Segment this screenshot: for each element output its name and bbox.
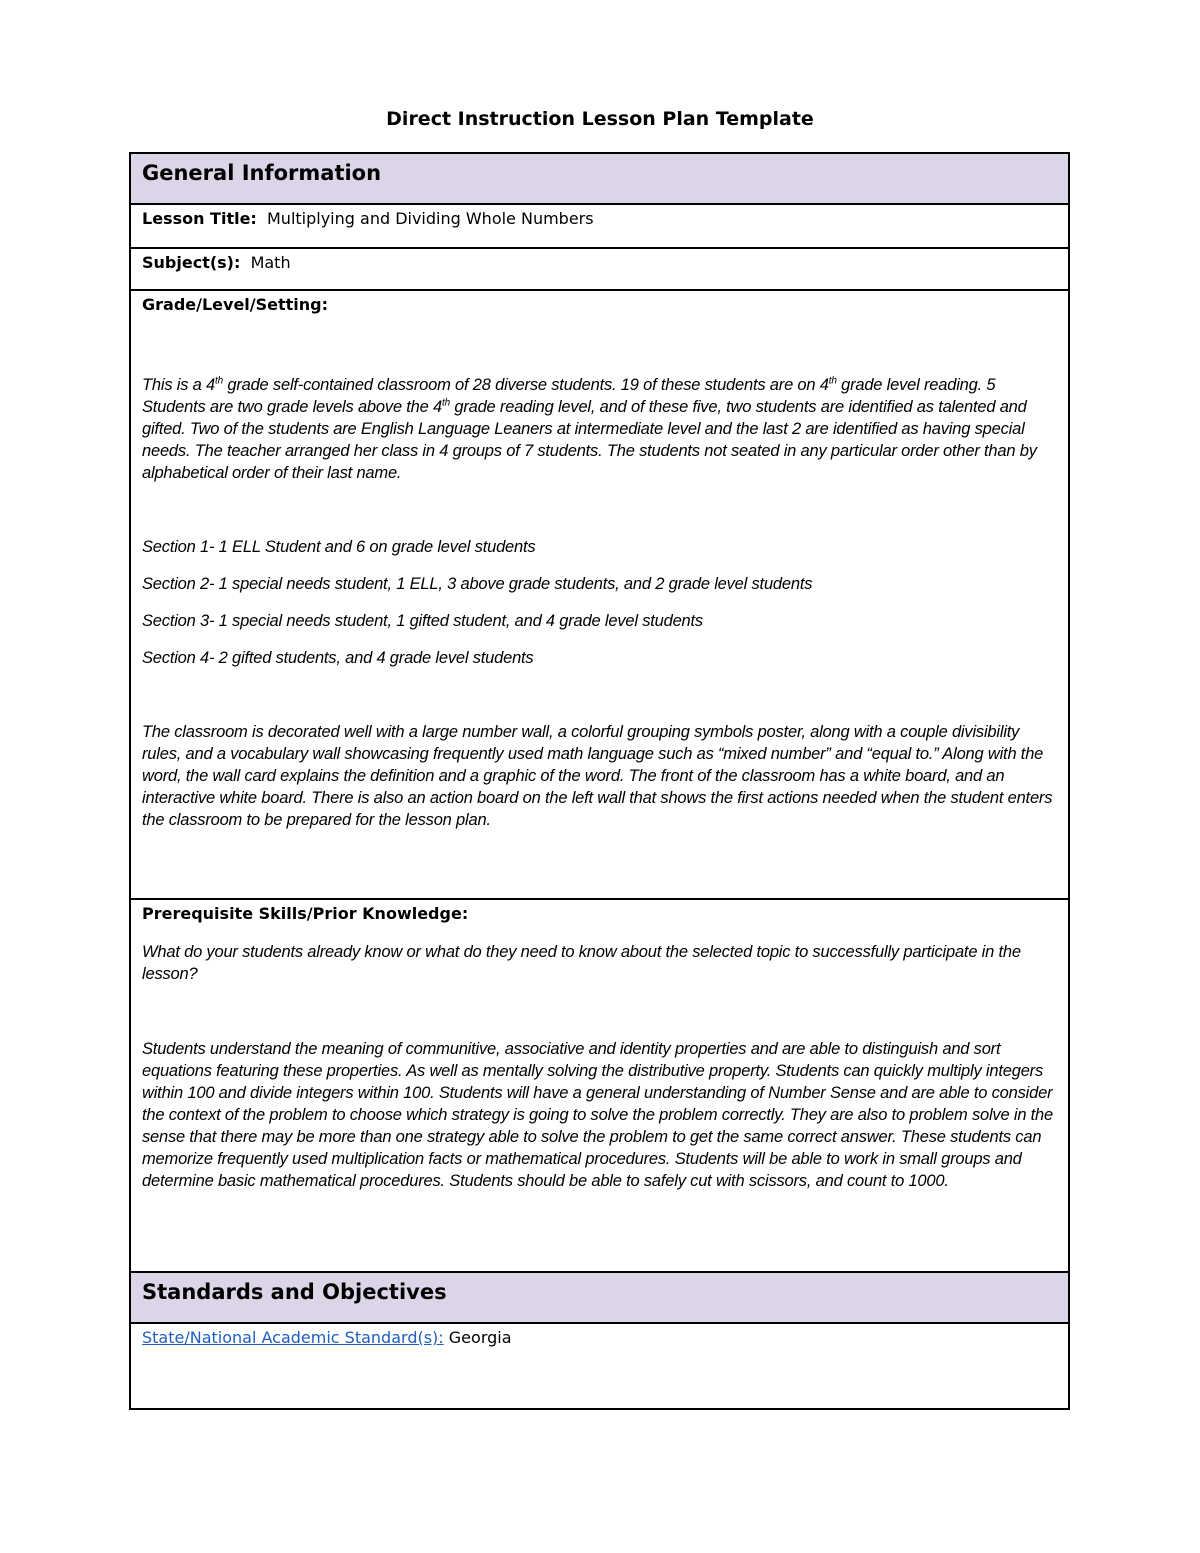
academic-standard-value: Georgia [448,1328,512,1347]
lesson-plan-table [129,152,1070,1410]
section-2-text: Section 2- 1 special needs student, 1 ELL, 3 above grade students, and 2 grade level students [142,575,813,593]
academic-standard-field [142,1324,1058,1347]
ordinal-suffix: th [828,375,837,387]
lesson-title-cell [130,204,1069,248]
lesson-title-row [130,204,1069,248]
intro-part-4: grade reading level, and of these five, two students are identified as talented and gifted. Two of the students are English Language Leaners at intermediate level and the last 2 are identified as having special needs. The teacher arranged her class in 4 groups of 7 students. The students not seated in any particular order other than by alphabetical order of their last name. [142,398,1037,482]
lesson-title-value: Multiplying and Dividing Whole Numbers [267,209,594,228]
subject-row [130,248,1069,290]
prerequisite-skills-label: Prerequisite Skills/Prior Knowledge: [142,904,469,923]
prerequisite-skills-row [130,899,1069,1272]
grade-level-setting-cell [130,290,1069,899]
ordinal-suffix: th [215,375,223,387]
academic-standard-cell [130,1323,1069,1409]
subject-label: Subject(s): [142,253,241,272]
subject-field [142,249,1058,272]
grade-level-setting-row [130,290,1069,899]
general-information-heading: General Information [142,161,382,185]
standards-objectives-header-row [130,1272,1069,1323]
classroom-description-paragraph: The classroom is decorated well with a large number wall, a colorful grouping symbols poster, along with a couple divisibility rules, and a vocabulary wall showcasing frequently used math language such as “mixed number” and “equal to.” Along with the word, the wall card explains the definition and a graphic of the word. The front of the classroom has a white board, and an interactive white board. There is also an action board on the left wall that shows the first actions needed when the student enters the classroom to be prepared for the lesson plan. [142,723,1053,829]
lesson-title-label: Lesson Title: [142,209,257,228]
academic-standard-link[interactable]: State/National Academic Standard(s): [142,1328,444,1347]
intro-part-3: grade level reading. 5 Students are two grade levels above the 4 [142,376,996,416]
standards-objectives-heading: Standards and Objectives [142,1280,447,1304]
academic-standard-row [130,1323,1069,1409]
standards-objectives-header-cell [130,1272,1069,1323]
section-3-text: Section 3- 1 special needs student, 1 gifted student, and 4 grade level students [142,612,703,630]
intro-part-1: This is a 4 [142,376,215,394]
general-information-header-cell [130,153,1069,204]
subject-cell [130,248,1069,290]
general-information-header-row [130,153,1069,204]
grade-level-setting-label: Grade/Level/Setting: [142,295,329,314]
prerequisite-skills-cell [130,899,1069,1272]
prerequisite-question: What do your students already know or what do they need to know about the selected topic to successfully participate in the lesson? [142,943,1021,983]
classroom-intro-paragraph [142,374,1058,484]
subject-value: Math [250,253,291,272]
intro-part-2: grade self-contained classroom of 28 diverse students. 19 of these students are on 4 [222,376,829,394]
document-title: Direct Instruction Lesson Plan Template [386,108,814,130]
section-4-text: Section 4- 2 gifted students, and 4 grade level students [142,649,534,667]
section-1-text: Section 1- 1 ELL Student and 6 on grade level students [142,538,536,556]
ordinal-suffix: th [442,397,450,409]
prerequisite-answer: Students understand the meaning of communitive, associative and identity properties and are able to distinguish and sort equations featuring these properties. As well as mentally solving the distributive property. Students can quickly multiply integers within 100 and divide integers within 100. Students will have a general understanding of Number Sense and are able to consider the context of the problem to choose which strategy is going to solve the problem correctly. They are also to problem solve in the sense that there may be more than one strategy able to solve the problem to get the same correct answer. These students can memorize frequently used multiplication facts or mathematical procedures. Students will be able to work in small groups and determine basic mathematical procedures. Students should be able to safely cut with scissors, and count to 1000. [142,1040,1054,1190]
lesson-title-field [142,205,1058,228]
